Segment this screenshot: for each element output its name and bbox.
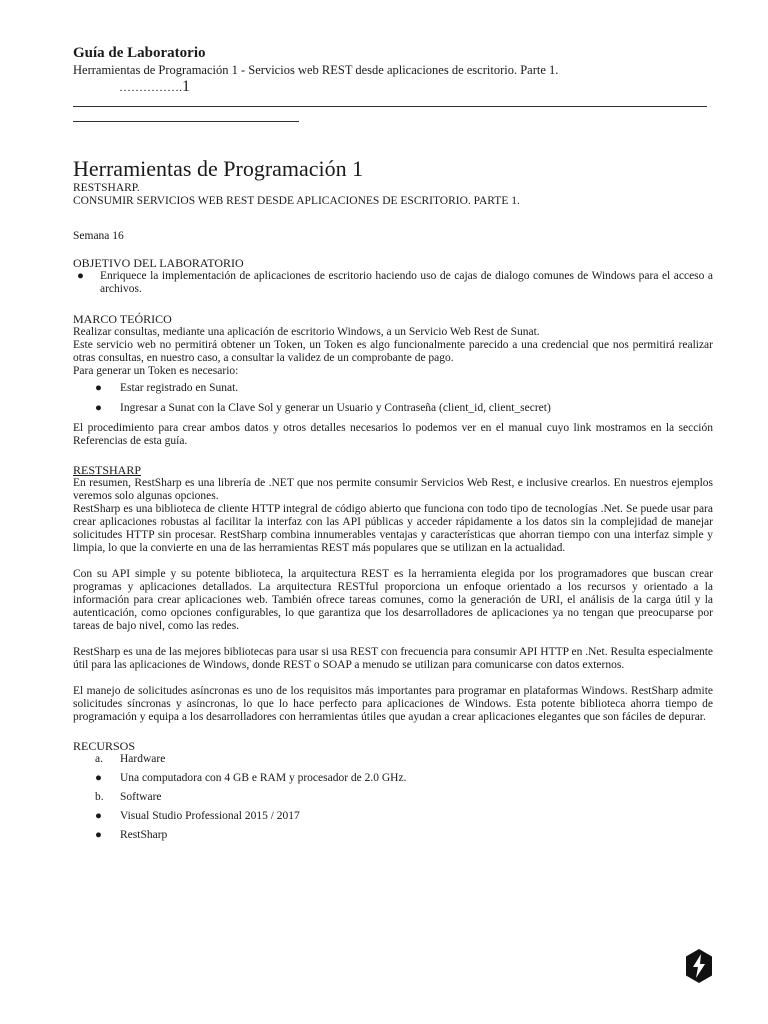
marco-heading: MARCO TEÓRICO xyxy=(73,312,172,326)
recursos-item xyxy=(73,791,713,804)
restsharp-paragraph-4: RestSharp es una de las mejores bibliotecas para usar si usa REST con frecuencia para consumir API HTTP en .Net. Resulta especialmente útil para las aplicaciones de Windows, donde REST o SOAP a menudo se utilizan para comunicarse con datos externos. xyxy=(73,646,713,671)
recursos-item xyxy=(73,810,713,823)
bullet-marker: ● xyxy=(95,382,102,394)
marco-paragraph-1: Realizar consultas, mediante una aplicación de escritorio Windows, a un Servicio Web Rest de Sunat. xyxy=(73,326,540,338)
list-marker: ● xyxy=(95,772,102,784)
marco-bullet xyxy=(73,402,713,415)
horizontal-rule-long xyxy=(73,106,707,107)
toc-number: 1 xyxy=(182,78,190,95)
list-marker: b. xyxy=(95,791,104,803)
recursos-item xyxy=(73,829,713,842)
toc-dots: ……………. xyxy=(119,80,182,94)
main-subtitle-1: RESTSHARP. xyxy=(73,182,140,194)
subtitle-topic: Servicios web REST desde aplicaciones de escritorio. Parte 1. xyxy=(248,63,559,77)
guide-title: Guía de Laboratorio xyxy=(73,45,206,61)
guide-subtitle xyxy=(73,62,713,78)
scribd-logo-icon[interactable] xyxy=(683,948,715,984)
list-marker: ● xyxy=(95,829,102,841)
recursos-heading: RECURSOS xyxy=(73,739,136,753)
subtitle-course: Herramientas de Programación 1 xyxy=(73,63,238,77)
objective-bullet xyxy=(73,270,713,296)
recursos-item-text: RestSharp xyxy=(120,829,168,841)
objective-heading: OBJETIVO DEL LABORATORIO xyxy=(73,256,244,270)
list-marker: ● xyxy=(95,810,102,822)
document-page xyxy=(73,44,713,842)
recursos-item xyxy=(73,772,713,785)
restsharp-heading: RESTSHARP xyxy=(73,463,142,477)
bullet-marker: ● xyxy=(77,270,84,282)
week-label: Semana 16 xyxy=(73,230,124,242)
toc-dots-line xyxy=(73,78,713,96)
recursos-item xyxy=(73,753,713,766)
recursos-item-text: Una computadora con 4 GB e RAM y procesador de 2.0 GHz. xyxy=(120,772,407,784)
bullet-marker: ● xyxy=(95,402,102,414)
main-title: Herramientas de Programación 1 xyxy=(73,156,364,181)
subtitle-separator: - xyxy=(237,63,249,77)
marco-paragraph-2: Este servicio web no permitirá obtener un Token, un Token es algo funcionalmente parecido a una credencial que nos permitirá realizar otras consultas, en nuestro caso, a consultar la validez de un comprobante de pago. xyxy=(73,339,713,364)
horizontal-rule-short xyxy=(73,121,299,122)
restsharp-paragraph-2: RestSharp es una biblioteca de cliente HTTP integral de código abierto que funciona con todo tipo de tecnologías .Net. Se puede usar para crear aplicaciones robustas al facilitar la interfaz con las API públicas y acceder rápidamente a los datos sin la complejidad de manejar solicitudes HTTP sin procesar. RestSharp combina innumerables ventajas y características que ahorran tiempo con una interfaz simple y limpia, lo que la convierte en una de las herramientas REST más populares que se utilizan en la actualidad. xyxy=(73,503,713,554)
recursos-item-text: Visual Studio Professional 2015 / 2017 xyxy=(120,810,300,822)
recursos-item-text: Hardware xyxy=(120,753,166,765)
marco-paragraph-3: Para generar un Token es necesario: xyxy=(73,365,239,377)
restsharp-paragraph-5: El manejo de solicitudes asíncronas es uno de los requisitos más importantes para programar en plataformas Windows. RestSharp admite solicitudes síncronas y asíncronas, lo que lo hace perfecto para aplicaciones de Windows. Esta potente biblioteca ahorra tiempo de programación y equipa a los desarrolladores con herramientas útiles que ayudan a crear aplicaciones elegantes que son fáciles de depurar. xyxy=(73,685,713,723)
marco-bullet-text: Ingresar a Sunat con la Clave Sol y generar un Usuario y Contraseña (client_id, client_secret) xyxy=(120,402,551,414)
marco-bullet xyxy=(73,382,713,395)
main-subtitle-2: CONSUMIR SERVICIOS WEB REST DESDE APLICACIONES DE ESCRITORIO. PARTE 1. xyxy=(73,195,520,207)
restsharp-paragraph-3: Con su API simple y su potente biblioteca, la arquitectura REST es la herramienta elegida por los programadores que buscan crear programas y aplicaciones detallados. La arquitectura RESTful proporciona un enfoque orientado a los recursos y orientado a la información para crear aplicaciones web. También ofrece tareas comunes, como la generación de URI, el análisis de la carga útil y la autenticación, como opciones configurables, lo que garantiza que los desarrolladores de aplicaciones ya no tengan que preocuparse por tareas de bajo nivel, como las redes. xyxy=(73,568,713,632)
marco-paragraph-4: El procedimiento para crear ambos datos y otros detalles necesarios lo podemos ver en el manual cuyo link mostramos en la sección Referencias de esta guía. xyxy=(73,422,713,447)
objective-text: Enriquece la implementación de aplicaciones de escritorio haciendo uso de cajas de dialogo comunes de Windows para el acceso a archivos. xyxy=(100,270,713,295)
list-marker: a. xyxy=(95,753,103,765)
restsharp-paragraph-1: En resumen, RestSharp es una librería de .NET que nos permite consumir Servicios Web Rest, e inclusive crearlos. En nuestros ejemplos veremos solo algunas opciones. xyxy=(73,477,713,502)
recursos-item-text: Software xyxy=(120,791,162,803)
marco-bullet-text: Estar registrado en Sunat. xyxy=(120,382,239,394)
